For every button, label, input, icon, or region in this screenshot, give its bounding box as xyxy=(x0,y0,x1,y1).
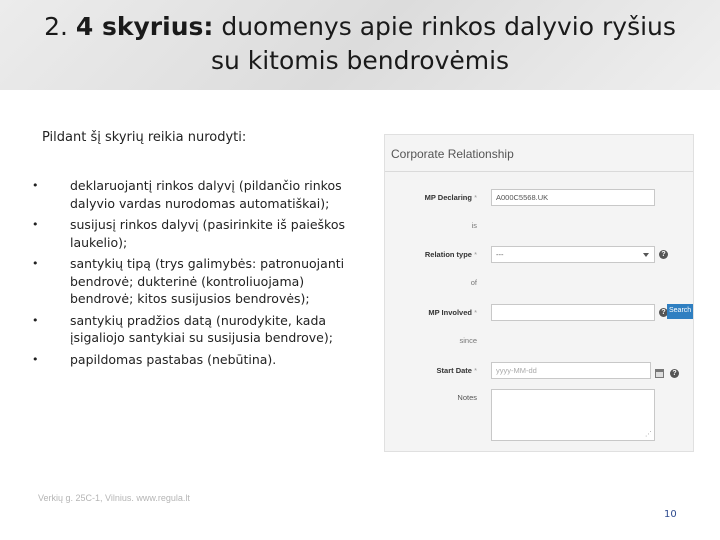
mp-declaring-field: A000C5568.UK xyxy=(491,189,655,206)
start-date-label xyxy=(437,366,477,375)
form-title: Corporate Relationship xyxy=(391,147,514,161)
notes-label: Notes xyxy=(457,393,477,402)
title-line1: duomenys apie rinkos dalyvio ryšius xyxy=(213,12,676,41)
title-bold: 4 skyrius: xyxy=(75,12,214,41)
bullet-text: deklaruojantį rinkos dalyvį (pildančio rinkos dalyvio vardas nurodomas automatiškai); xyxy=(70,178,342,211)
search-button[interactable]: Search xyxy=(667,304,694,319)
bullet-icon: • xyxy=(32,352,39,366)
connector-is: is xyxy=(471,221,477,230)
help-icon[interactable]: ? xyxy=(670,369,679,378)
bullet-item xyxy=(30,216,360,251)
start-date-label-text: Start Date xyxy=(436,366,472,375)
title-line2: su kitomis bendrovėmis xyxy=(210,46,510,75)
bullet-text: santykių tipą (trys galimybės: patronuojanti bendrovė; dukterinė (kontroliuojama) bendrovė; kitos susijusios bendrovės); xyxy=(70,256,345,306)
bullet-icon: • xyxy=(32,313,39,327)
bullet-item xyxy=(30,255,360,308)
slide-header xyxy=(0,0,720,90)
bullet-list xyxy=(30,177,360,372)
help-icon[interactable]: ? xyxy=(659,308,668,317)
page-number: 10 xyxy=(664,509,677,520)
resize-handle-icon[interactable]: ⋰ xyxy=(645,430,652,438)
bullet-text: susijusį rinkos dalyvį (pasirinkite iš paieškos laukelio); xyxy=(70,217,345,250)
required-mark: * xyxy=(474,250,477,259)
bullet-text: papildomas pastabas (nebūtina). xyxy=(70,351,277,367)
mp-declaring-label xyxy=(425,193,477,202)
intro-text: Pildant šį skyrių reikia nurodyti: xyxy=(42,130,247,145)
connector-since: since xyxy=(459,336,477,345)
relation-type-label-text: Relation type xyxy=(424,250,472,259)
required-mark: * xyxy=(474,193,477,202)
footer-address: Verkių g. 25C-1, Vilnius. www.regula.lt xyxy=(38,493,190,503)
bullet-icon: • xyxy=(32,179,39,192)
corporate-relationship-form xyxy=(384,134,694,452)
bullet-item xyxy=(30,312,360,347)
slide-title xyxy=(0,0,720,78)
mp-involved-label-text: MP Involved xyxy=(428,308,472,317)
connector-of: of xyxy=(470,278,477,287)
form-divider xyxy=(385,171,694,172)
title-prefix: 2. xyxy=(44,12,76,41)
mp-involved-label xyxy=(428,308,477,317)
required-mark: * xyxy=(474,308,477,317)
notes-textarea[interactable] xyxy=(491,389,655,441)
mp-involved-input[interactable] xyxy=(491,304,655,321)
bullet-item xyxy=(30,351,360,369)
relation-type-select[interactable]: --- xyxy=(491,246,655,263)
help-icon[interactable]: ? xyxy=(659,250,668,259)
bullet-item xyxy=(30,177,360,212)
bullet-icon: • xyxy=(32,218,39,231)
relation-type-label xyxy=(425,250,477,259)
bullet-text: santykių pradžios datą (nurodykite, kada įsigaliojo santykiai su susijusia bendrove); xyxy=(70,312,333,345)
calendar-icon[interactable] xyxy=(655,369,664,378)
required-mark: * xyxy=(474,366,477,375)
mp-declaring-label-text: MP Declaring xyxy=(424,193,472,202)
bullet-icon: • xyxy=(32,257,39,270)
start-date-input[interactable]: yyyy-MM-dd xyxy=(491,362,651,379)
